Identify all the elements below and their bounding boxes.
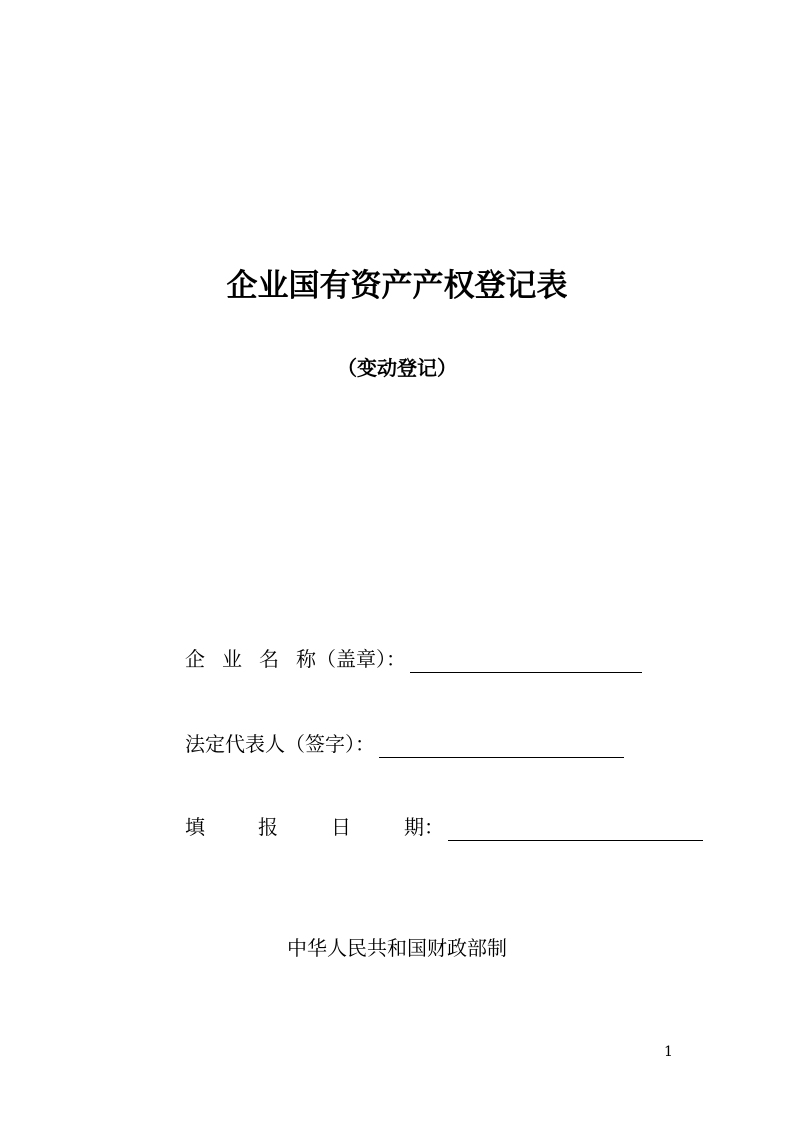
page-subtitle: （变动登记） — [337, 356, 457, 380]
page-title: 企业国有资产产权登记表 — [226, 268, 568, 304]
issuer-line: 中华人民共和国财政部制 — [287, 936, 507, 960]
legal-representative-field — [185, 728, 624, 758]
label-char: 企 — [185, 647, 205, 671]
fill-date-blank-line[interactable] — [448, 814, 703, 841]
enterprise-name-label — [185, 645, 406, 673]
label-suffix: （盖章）： — [316, 647, 406, 671]
fill-date-field — [185, 811, 703, 841]
label-char: 报 — [258, 815, 278, 839]
label-char: 日 — [331, 815, 351, 839]
enterprise-name-field — [185, 643, 642, 673]
label-char: 填 — [185, 815, 205, 839]
label-char: 称 — [296, 647, 316, 671]
label-char: 期 — [404, 815, 424, 839]
label-char: 名 — [259, 647, 279, 671]
fill-date-label — [185, 813, 444, 841]
legal-representative-label: 法定代表人（签字）： — [185, 732, 375, 756]
legal-representative-blank-line[interactable] — [379, 731, 624, 758]
label-char: 业 — [222, 647, 242, 671]
page-number: 1 — [664, 1044, 673, 1060]
enterprise-name-blank-line[interactable] — [410, 646, 642, 673]
label-suffix: ： — [424, 815, 444, 839]
